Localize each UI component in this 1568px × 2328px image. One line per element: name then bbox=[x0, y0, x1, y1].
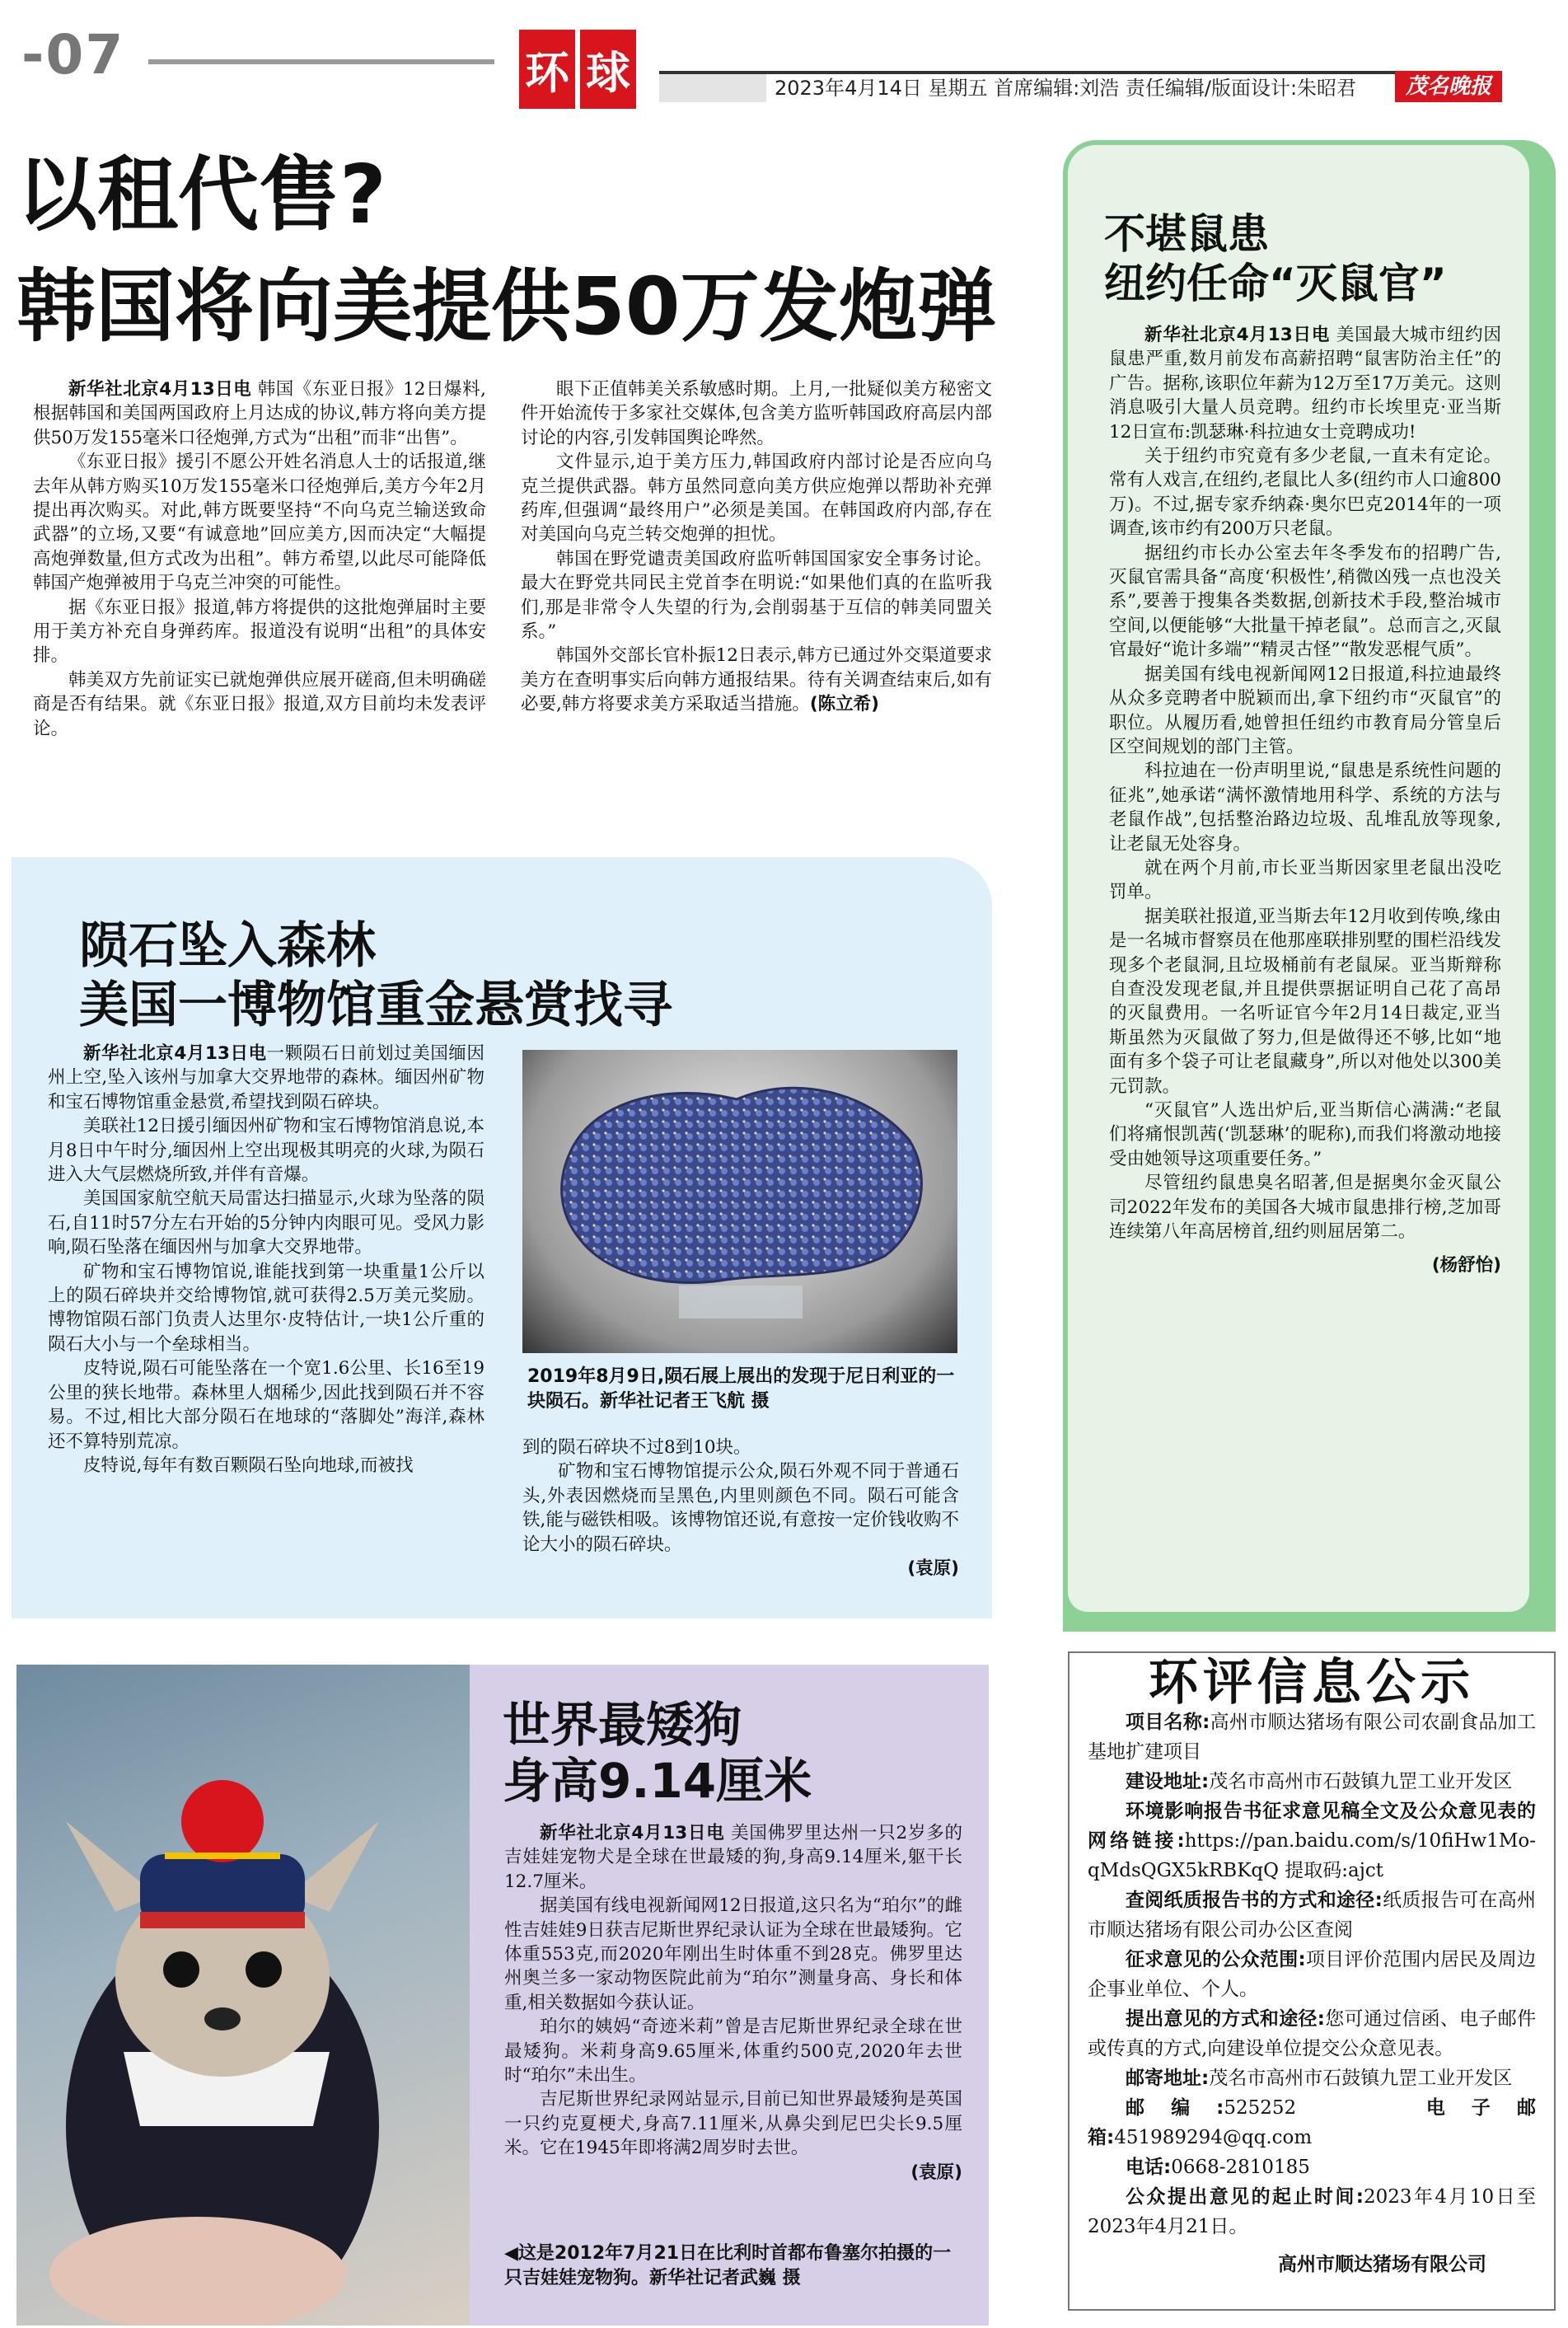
notice-item bbox=[1088, 2004, 1536, 2063]
article3-paragraph: “灭鼠官”人选出炉后,亚当斯信心满满:“老鼠们将痛恨凯茜(‘凯瑟琳’的昵称),而我们将激动地接受由她领导这项重要任务。” bbox=[1109, 1100, 1501, 1169]
article4-title-line1: 世界最矮狗 bbox=[503, 1697, 742, 1753]
article2-continuation: 到的陨石碎块不过8到10块。 bbox=[522, 1437, 751, 1458]
dog-illustration bbox=[16, 1665, 470, 2326]
article2-column-1 bbox=[48, 1042, 484, 1478]
article2-author: (袁原) bbox=[907, 1558, 959, 1580]
article3-title-line1: 不堪鼠患 bbox=[1104, 210, 1269, 258]
notice-label: 征求意见的公众范围: bbox=[1126, 1949, 1306, 1970]
notice-item bbox=[1088, 2093, 1536, 2152]
article2-title-line1: 陨石坠入森林 bbox=[79, 917, 376, 975]
article3-paragraph: 据美国有线电视新闻网12日报道,科拉迪最终从众多竞聘者中脱颖而出,拿下纽约市“灭鼠官”的职位。从履历看,她曾担任纽约市教育局分管皇后区空间规划的部门主管。 bbox=[1109, 663, 1501, 757]
article1-column-1 bbox=[33, 377, 486, 741]
notice-item bbox=[1088, 1945, 1536, 2004]
article1-paragraph: 韩国在野党谴责美国政府监听韩国国家安全事务讨论。最大在野党共同民主党首李在明说:“如果他们真的在监听我们,那是非常令人失望的行为,会削弱基于互信的韩美同盟关系。” bbox=[521, 548, 992, 643]
article1-author: (陈立希) bbox=[809, 694, 879, 715]
dateline: 2023年4月14日 星期五 首席编辑:刘浩 责任编辑/版面设计:朱昭君 bbox=[659, 71, 1498, 102]
article1-paragraph: 韩美双方先前证实已就炮弹供应展开磋商,但未明确磋商是否有结果。就《东亚日报》报道,双方目前均未发表评论。 bbox=[33, 669, 486, 739]
article4-paragraph: 美国佛罗里达州一只2岁多的吉娃娃宠物犬是全球在世最矮的狗,身高9.14厘米,躯干长12.7厘米。 bbox=[504, 1823, 962, 1892]
header-rule bbox=[148, 59, 494, 64]
article1-column-2 bbox=[521, 377, 992, 717]
meteorite-photo bbox=[522, 1050, 957, 1353]
notice-item bbox=[1088, 2182, 1536, 2241]
article1-title-line1: 以租代售? bbox=[16, 148, 386, 242]
article2-title-line2: 美国一博物馆重金悬赏找寻 bbox=[79, 977, 672, 1034]
article1-paragraph: 《东亚日报》援引不愿公开姓名消息人士的话报道,继去年从韩方购买10万发155毫米口径炮弹后,美方今年2月提出再次购买。对此,韩方既要坚持“不向乌克兰输送致命武器”的立场,又要“有诚意地”回应美方,因而决定“大幅提高炮弹数量,但方式改为出租”。韩方希望,以此尽可能降低韩国产炮弹被用于乌克兰冲突的可能性。 bbox=[33, 452, 486, 594]
article3-author: (杨舒怡) bbox=[1431, 1255, 1501, 1276]
notice-label: 建设地址: bbox=[1126, 1771, 1210, 1792]
article1-title-line2: 韩国将向美提供50万发炮弹 bbox=[16, 260, 997, 353]
article3-paragraph: 据美联社报道,亚当斯去年12月收到传唤,缘由是一名城市督察员在他那座联排别墅的围栏沿线发现多个老鼠洞,且垃圾桶前有老鼠屎。亚当斯辩称自查没发现老鼠,并且提供票据证明自己花了高昂的灭鼠费用。一名听证官今年2月14日裁定,亚当斯虽然为灭鼠做了努力,但是做得还不够,比如“地面有多个袋子可让老鼠藏身”,所以对他处以300美元罚款。 bbox=[1109, 906, 1501, 1097]
notice-label: 电话: bbox=[1126, 2157, 1172, 2178]
page-number: -07 bbox=[21, 23, 125, 87]
notice-title: 环评信息公示 bbox=[1149, 1654, 1475, 1712]
notice-value: 项目评价范围内居民及周边企事业单位、个人。 bbox=[1088, 1949, 1537, 2000]
article1-paragraph: 文件显示,迫于美方压力,韩国政府内部讨论是否应向乌克兰提供武器。韩方虽然同意向美方供应炮弹以帮助补充弹药库,但强调“最终用户”必须是美国。在韩国政府内部,存在对美国向乌克兰转交炮弹的担忧。 bbox=[521, 452, 992, 546]
newspaper-brand: 茂名晚报 bbox=[1395, 71, 1502, 102]
article3-paragraph: 美国最大城市纽约因鼠患严重,数月前发布高薪招聘“鼠害防治主任”的广告。据称,该职位年薪为12万至17万美元。这则消息吸引大量人员竞聘。纽约市长埃里克·亚当斯12日宣布:凯瑟琳·科拉迪女士竞聘成功! bbox=[1109, 325, 1501, 443]
notice-item bbox=[1088, 1707, 1536, 1767]
meteorite-caption: 2019年8月9日,陨石展上展出的发现于尼日利亚的一块陨石。新华社记者王飞航 摄 bbox=[527, 1366, 955, 1412]
article2-paragraph: 一颗陨石日前划过美国缅因州上空,坠入该州与加拿大交界地带的森林。缅因州矿物和宝石博物馆重金悬赏,希望找到陨石碎块。 bbox=[48, 1043, 484, 1112]
article1-paragraph: 据《东亚日报》报道,韩方将提供的这批炮弹届时主要用于美方补充自身弹药库。报道没有说明“出租”的具体安排。 bbox=[33, 597, 486, 667]
article3-paragraph: 尽管纽约鼠患臭名昭著,但是据奥尔金灭鼠公司2022年发布的美国各大城市鼠患排行榜,芝加哥连续第八年高居榜首,纽约则屈居第二。 bbox=[1109, 1173, 1501, 1243]
article3-dateline: 新华社北京4月13日电 bbox=[1144, 325, 1331, 345]
article2-paragraph: 皮特说,陨石可能坠落在一个宽1.6公里、长16至19公里的狭长地带。森林里人烟稀少,因此找到陨石并不容易。不过,相比大部分陨石在地球的“落脚处”海洋,森林还不算特别荒凉。 bbox=[48, 1358, 484, 1452]
notice-label: 邮编: bbox=[1126, 2097, 1224, 2119]
article4-paragraph: 吉尼斯世界纪录网站显示,目前已知世界最矮狗是英国一只约克夏梗犬,身高7.11厘米,从鼻尖到尼巴尖长9.5厘米。它在1945年即将满2周岁时去世。 bbox=[504, 2089, 962, 2159]
notice-label: 电子邮箱: bbox=[1088, 2097, 1537, 2148]
notice-label: 查阅纸质报告书的方式和途径: bbox=[1126, 1890, 1383, 1911]
article4-title-line2: 身高9.14厘米 bbox=[503, 1753, 812, 1809]
notice-value: 2023年4月10日至2023年4月21日。 bbox=[1088, 2186, 1536, 2237]
article2-paragraph: 美国国家航空航天局雷达扫描显示,火球为坠落的陨石,自11时57分左右开始的5分钟内肉眼可见。受风力影响,陨石坠落在缅因州与加拿大交界地带。 bbox=[48, 1188, 484, 1258]
notice-link[interactable]: https://pan.baidu.com/s/10fiHw1Mo-qMdsQGX5kRBKqQ 提取码:ajct bbox=[1088, 1830, 1536, 1881]
article2-paragraph: 矿物和宝石博物馆说,谁能找到第一块重量1公斤以上的陨石碎块并交给博物馆,就可获得2.5万美元奖励。博物馆陨石部门负责人达里尔·皮特估计,一块1公斤重的陨石大小与一个垒球相当。 bbox=[48, 1261, 484, 1355]
notice-item bbox=[1088, 1796, 1536, 1885]
notice-item bbox=[1088, 2063, 1536, 2093]
article4-author: (袁原) bbox=[910, 2162, 962, 2183]
article1-paragraph: 眼下正值韩美关系敏感时期。上月,一批疑似美方秘密文件开始流传于多家社交媒体,包含美方监听韩国政府高层内部讨论的内容,引发韩国舆论哗然。 bbox=[521, 379, 992, 448]
notice-signature: 高州市顺达猪场有限公司 bbox=[1278, 2254, 1486, 2275]
article3-paragraph: 科拉迪在一份声明里说,“鼠患是系统性问题的征兆”,她承诺“满怀激情地用科学、系统的方法与老鼠作战”,包括整治路边垃圾、乱堆乱放等现象,让老鼠无处容身。 bbox=[1109, 761, 1501, 855]
article1-paragraph: 韩国《东亚日报》12日爆料,根据韩国和美国两国政府上月达成的协议,韩方将向美方提供50万发155毫米口径炮弹,方式为“出租”而非“出售”。 bbox=[33, 379, 486, 448]
notice-label: 提出意见的方式和途径: bbox=[1126, 2008, 1325, 2030]
article2-paragraph: 皮特说,每年有数百颗陨石坠向地球,而被找 bbox=[83, 1454, 414, 1476]
notice-value: 纸质报告可在高州市顺达猪场有限公司办公区查阅 bbox=[1088, 1890, 1537, 1941]
notice-item bbox=[1088, 1885, 1536, 1945]
article4-body bbox=[504, 1821, 962, 2185]
article2-dateline: 新华社北京4月13日电 bbox=[83, 1043, 267, 1064]
article4-dateline: 新华社北京4月13日电 bbox=[540, 1823, 725, 1843]
article1-paragraph: 韩国外交部长官朴振12日表示,韩方已通过外交渠道要求美方在查明事实后向韩方通报结果。待有关调查结束后,如有必要,韩方将要求美方采取适当措施。 bbox=[521, 645, 992, 715]
article2-paragraph: 美联社12日援引缅因州矿物和宝石博物馆消息说,本月8日中午时分,缅因州上空出现极其明亮的火球,为陨石进入大气层燃烧所致,并伴有音爆。 bbox=[48, 1116, 484, 1186]
article4-paragraph: 珀尔的姨妈“奇迹米莉”曾是吉尼斯世界纪录全球在世最矮狗。米莉身高9.65厘米,体重约500克,2020年去世时“珀尔”未出生。 bbox=[504, 2017, 962, 2087]
article2-paragraph: 矿物和宝石博物馆提示公众,陨石外观不同于普通石头,外表因燃烧而呈黑色,内里则颜色不同。陨石可能含铁,能与磁铁相吸。该博物馆还说,有意按一定价钱收购不论大小的陨石碎块。 bbox=[522, 1461, 959, 1555]
article3-title-line2: 纽约任命“灭鼠官” bbox=[1104, 260, 1447, 307]
notice-label: 公众提出意见的起止时间: bbox=[1126, 2186, 1364, 2208]
dog-caption: ◀这是2012年7月21日在比利时首都布鲁塞尔拍摄的一只吉娃娃宠物狗。新华社记者武巍 摄 bbox=[504, 2243, 952, 2288]
meteorite-illustration bbox=[522, 1050, 957, 1353]
notice-email[interactable]: 451989294@qq.com bbox=[1114, 2127, 1313, 2148]
section-char-2: 球 bbox=[580, 30, 636, 109]
notice-value: 525252 bbox=[1224, 2097, 1297, 2119]
article3-paragraph: 关于纽约市究竟有多少老鼠,一直未有定论。常有人戏言,在纽约,老鼠比人多(纽约市人口逾800万)。不过,据专家乔纳森·奥尔巴克2014年的一项调查,该市约有200万只老鼠。 bbox=[1109, 446, 1501, 540]
article4-paragraph: 据美国有线电视新闻网12日报道,这只名为“珀尔”的雌性吉娃娃9日获吉尼斯世界纪录认证为全球在世最矮狗。它体重553克,而2020年刚出生时体重不到28克。佛罗里达州奥兰多一家动物医院此前为“珀尔”测量身高、身长和体重,相关数据如今获认证。 bbox=[504, 1895, 962, 2013]
article3-body bbox=[1109, 323, 1501, 1278]
notice-value: 茂名市高州市石鼓镇九罡工业开发区 bbox=[1209, 1771, 1513, 1792]
article1-dateline: 新华社北京4月13日电 bbox=[68, 379, 252, 400]
article3-paragraph: 就在两个月前,市长亚当斯因家里老鼠出没吃罚单。 bbox=[1109, 857, 1501, 903]
section-char-1: 环 bbox=[519, 30, 575, 109]
notice-label: 项目名称: bbox=[1126, 1712, 1210, 1733]
article2-column-2 bbox=[522, 1436, 959, 1581]
notice-value: 高州市顺达猪场有限公司农副食品加工基地扩建项目 bbox=[1088, 1712, 1537, 1763]
notice-item bbox=[1088, 2152, 1536, 2182]
notice-value: 0668-2810185 bbox=[1171, 2157, 1310, 2178]
notice-label: 环境影响报告书征求意见稿全文及公众意见表的网络链接: bbox=[1088, 1801, 1536, 1852]
notice-label: 邮寄地址: bbox=[1126, 2068, 1210, 2089]
notice-value: 您可通过信函、电子邮件或传真的方式,向建设单位提交公众意见表。 bbox=[1088, 2008, 1537, 2059]
notice-item bbox=[1088, 1767, 1536, 1796]
dog-photo bbox=[16, 1665, 470, 2326]
environmental-notice bbox=[1068, 1651, 1556, 2311]
notice-value: 茂名市高州市石鼓镇九罡工业开发区 bbox=[1209, 2068, 1513, 2089]
article3-paragraph: 据纽约市长办公室去年冬季发布的招聘广告,灭鼠官需具备“高度‘积极性’,稍微凶残一点也没关系”,要善于搜集各类数据,创新技术手段,整治城市空间,以便能够“大批量干掉老鼠”。总而言之,灭鼠官最好“诡计多端”“精灵古怪”“散发恶棍气质”。 bbox=[1109, 542, 1501, 661]
